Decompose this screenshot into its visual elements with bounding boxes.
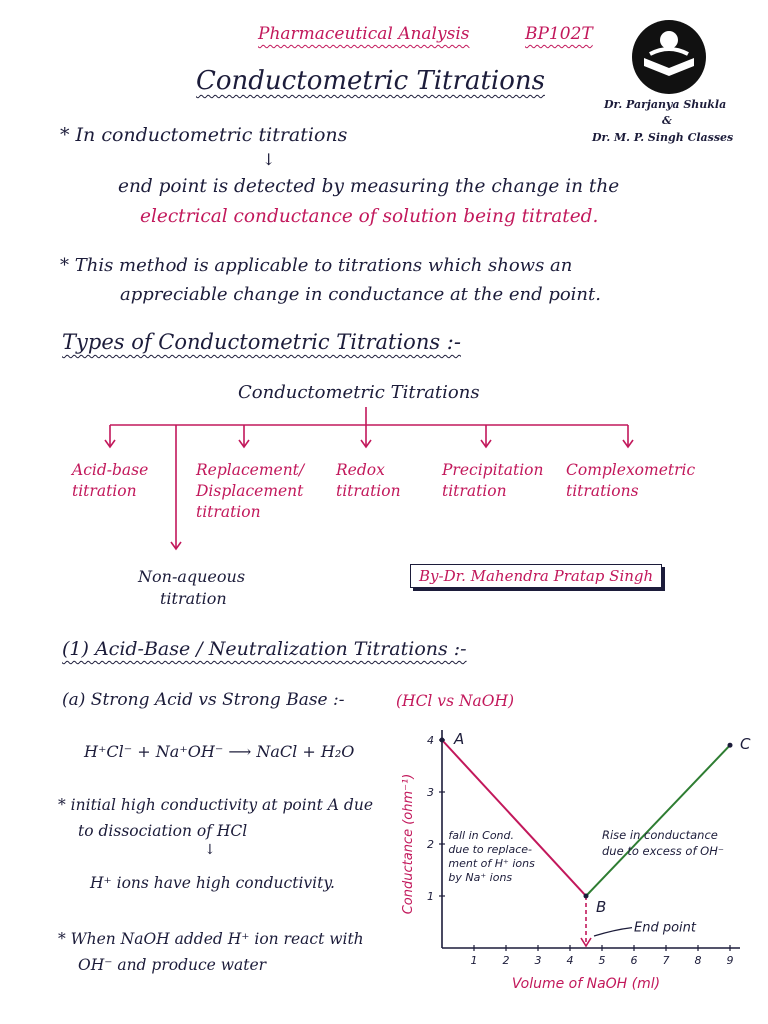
point-marker-B <box>584 894 589 899</box>
y-axis-label: Conductance (ohm⁻¹) <box>401 773 416 915</box>
branch-line: Complexometric <box>566 461 696 479</box>
y-tick-label: 1 <box>427 890 434 903</box>
note-2-line-1: * When NaOH added H⁺ ion react with <box>58 930 364 948</box>
branch-line: titration <box>442 482 507 500</box>
branch-line: titration <box>196 503 261 521</box>
detect-line-1: end point is detected by measuring the change in the <box>118 176 620 197</box>
note-2-line-2: OH⁻ and produce water <box>78 956 267 974</box>
x-tick-label: 1 <box>470 954 478 967</box>
branch-line: Acid-base <box>72 461 149 479</box>
intro-point-2-line-1: * This method is applicable to titrations which shows an <box>60 255 573 276</box>
branch-line: titration <box>160 589 227 608</box>
note-1-line-3: H⁺ ions have high conductivity. <box>90 874 335 892</box>
branch-complexometric <box>566 460 695 502</box>
point-label-A: A <box>454 730 465 748</box>
page-title: Conductometric Titrations <box>196 66 545 96</box>
section-1-heading: (1) Acid-Base / Neutralization Titrations :- <box>62 638 467 660</box>
sub-a-heading: (a) Strong Acid vs Strong Base :- <box>62 690 345 710</box>
types-heading: Types of Conductometric Titrations :- <box>62 330 461 354</box>
x-tick-label: 4 <box>566 954 574 967</box>
fall-annotation-line: ment of H⁺ ions <box>448 856 535 870</box>
x-tick-label: 7 <box>662 954 670 967</box>
rise-annotation-line: Rise in conductance <box>602 827 718 842</box>
x-tick-label: 8 <box>694 954 702 967</box>
x-tick-label: 5 <box>598 954 606 967</box>
logo-line-1: Dr. Parjanya Shukla <box>604 98 727 111</box>
note-1-line-1: * initial high conductivity at point A due <box>58 796 373 814</box>
point-label-B: B <box>596 898 607 916</box>
branch-line: Redox <box>336 461 385 479</box>
branch-line: Replacement/ <box>196 461 305 479</box>
branch-line: titration <box>72 482 137 500</box>
intro-point-2-line-2: appreciable change in conductance at the end point. <box>120 284 601 305</box>
branch-precipitation <box>442 460 544 502</box>
x-tick-label: 3 <box>534 954 542 967</box>
conductance-chart <box>396 720 768 1020</box>
point-marker-A <box>440 738 445 743</box>
equation: H⁺Cl⁻ + Na⁺OH⁻ ⟶ NaCl + H₂O <box>84 742 355 761</box>
note-1-line-2: to dissociation of HCl <box>78 822 248 840</box>
branch-non-aqueous <box>138 566 245 610</box>
branch-line: titration <box>336 482 401 500</box>
x-tick-label: 2 <box>502 954 510 967</box>
author-box: By-Dr. Mahendra Pratap Singh <box>410 564 662 588</box>
fall-annotation-line: fall in Cond. <box>448 828 515 842</box>
branch-acid-base <box>72 460 148 502</box>
sub-a-example: (HCl vs NaOH) <box>396 692 515 710</box>
branch-line: titrations <box>566 482 639 500</box>
y-tick-label: 2 <box>427 838 434 851</box>
x-axis-label: Volume of NaOH (ml) <box>511 976 661 992</box>
branch-line: Precipitation <box>442 461 544 479</box>
end-point-pointer <box>594 928 632 936</box>
point-marker-C <box>728 743 733 748</box>
branch-line: Non-aqueous <box>138 567 246 586</box>
series-line-rise <box>586 745 730 896</box>
course-code: BP102T <box>525 24 593 44</box>
branch-replacement <box>196 460 304 523</box>
intro-point-1: * In conductometric titrations <box>60 124 348 146</box>
subject-title: Pharmaceutical Analysis <box>258 24 470 44</box>
point-label-C: C <box>740 735 751 754</box>
rise-annotation-line: due to excess of OH⁻ <box>602 843 724 858</box>
detect-line-2: electrical conductance of solution being titrated. <box>140 206 599 227</box>
end-point-label: End point <box>634 920 696 936</box>
branch-redox <box>336 460 401 502</box>
logo-line-3: Dr. M. P. Singh Classes <box>592 131 734 144</box>
y-tick-label: 3 <box>427 786 434 799</box>
fall-annotation-line: by Na⁺ ions <box>448 870 513 884</box>
fall-annotation-line: due to replace- <box>448 842 533 856</box>
y-tick-label: 4 <box>427 734 434 747</box>
tree-root: Conductometric Titrations <box>238 382 480 403</box>
logo-line-2: & <box>662 114 672 127</box>
down-arrow-icon: ↓ <box>262 150 276 169</box>
x-tick-label: 9 <box>726 954 734 967</box>
down-arrow-icon: ↓ <box>204 842 216 858</box>
branch-line: Displacement <box>196 482 304 500</box>
x-tick-label: 6 <box>630 954 638 967</box>
